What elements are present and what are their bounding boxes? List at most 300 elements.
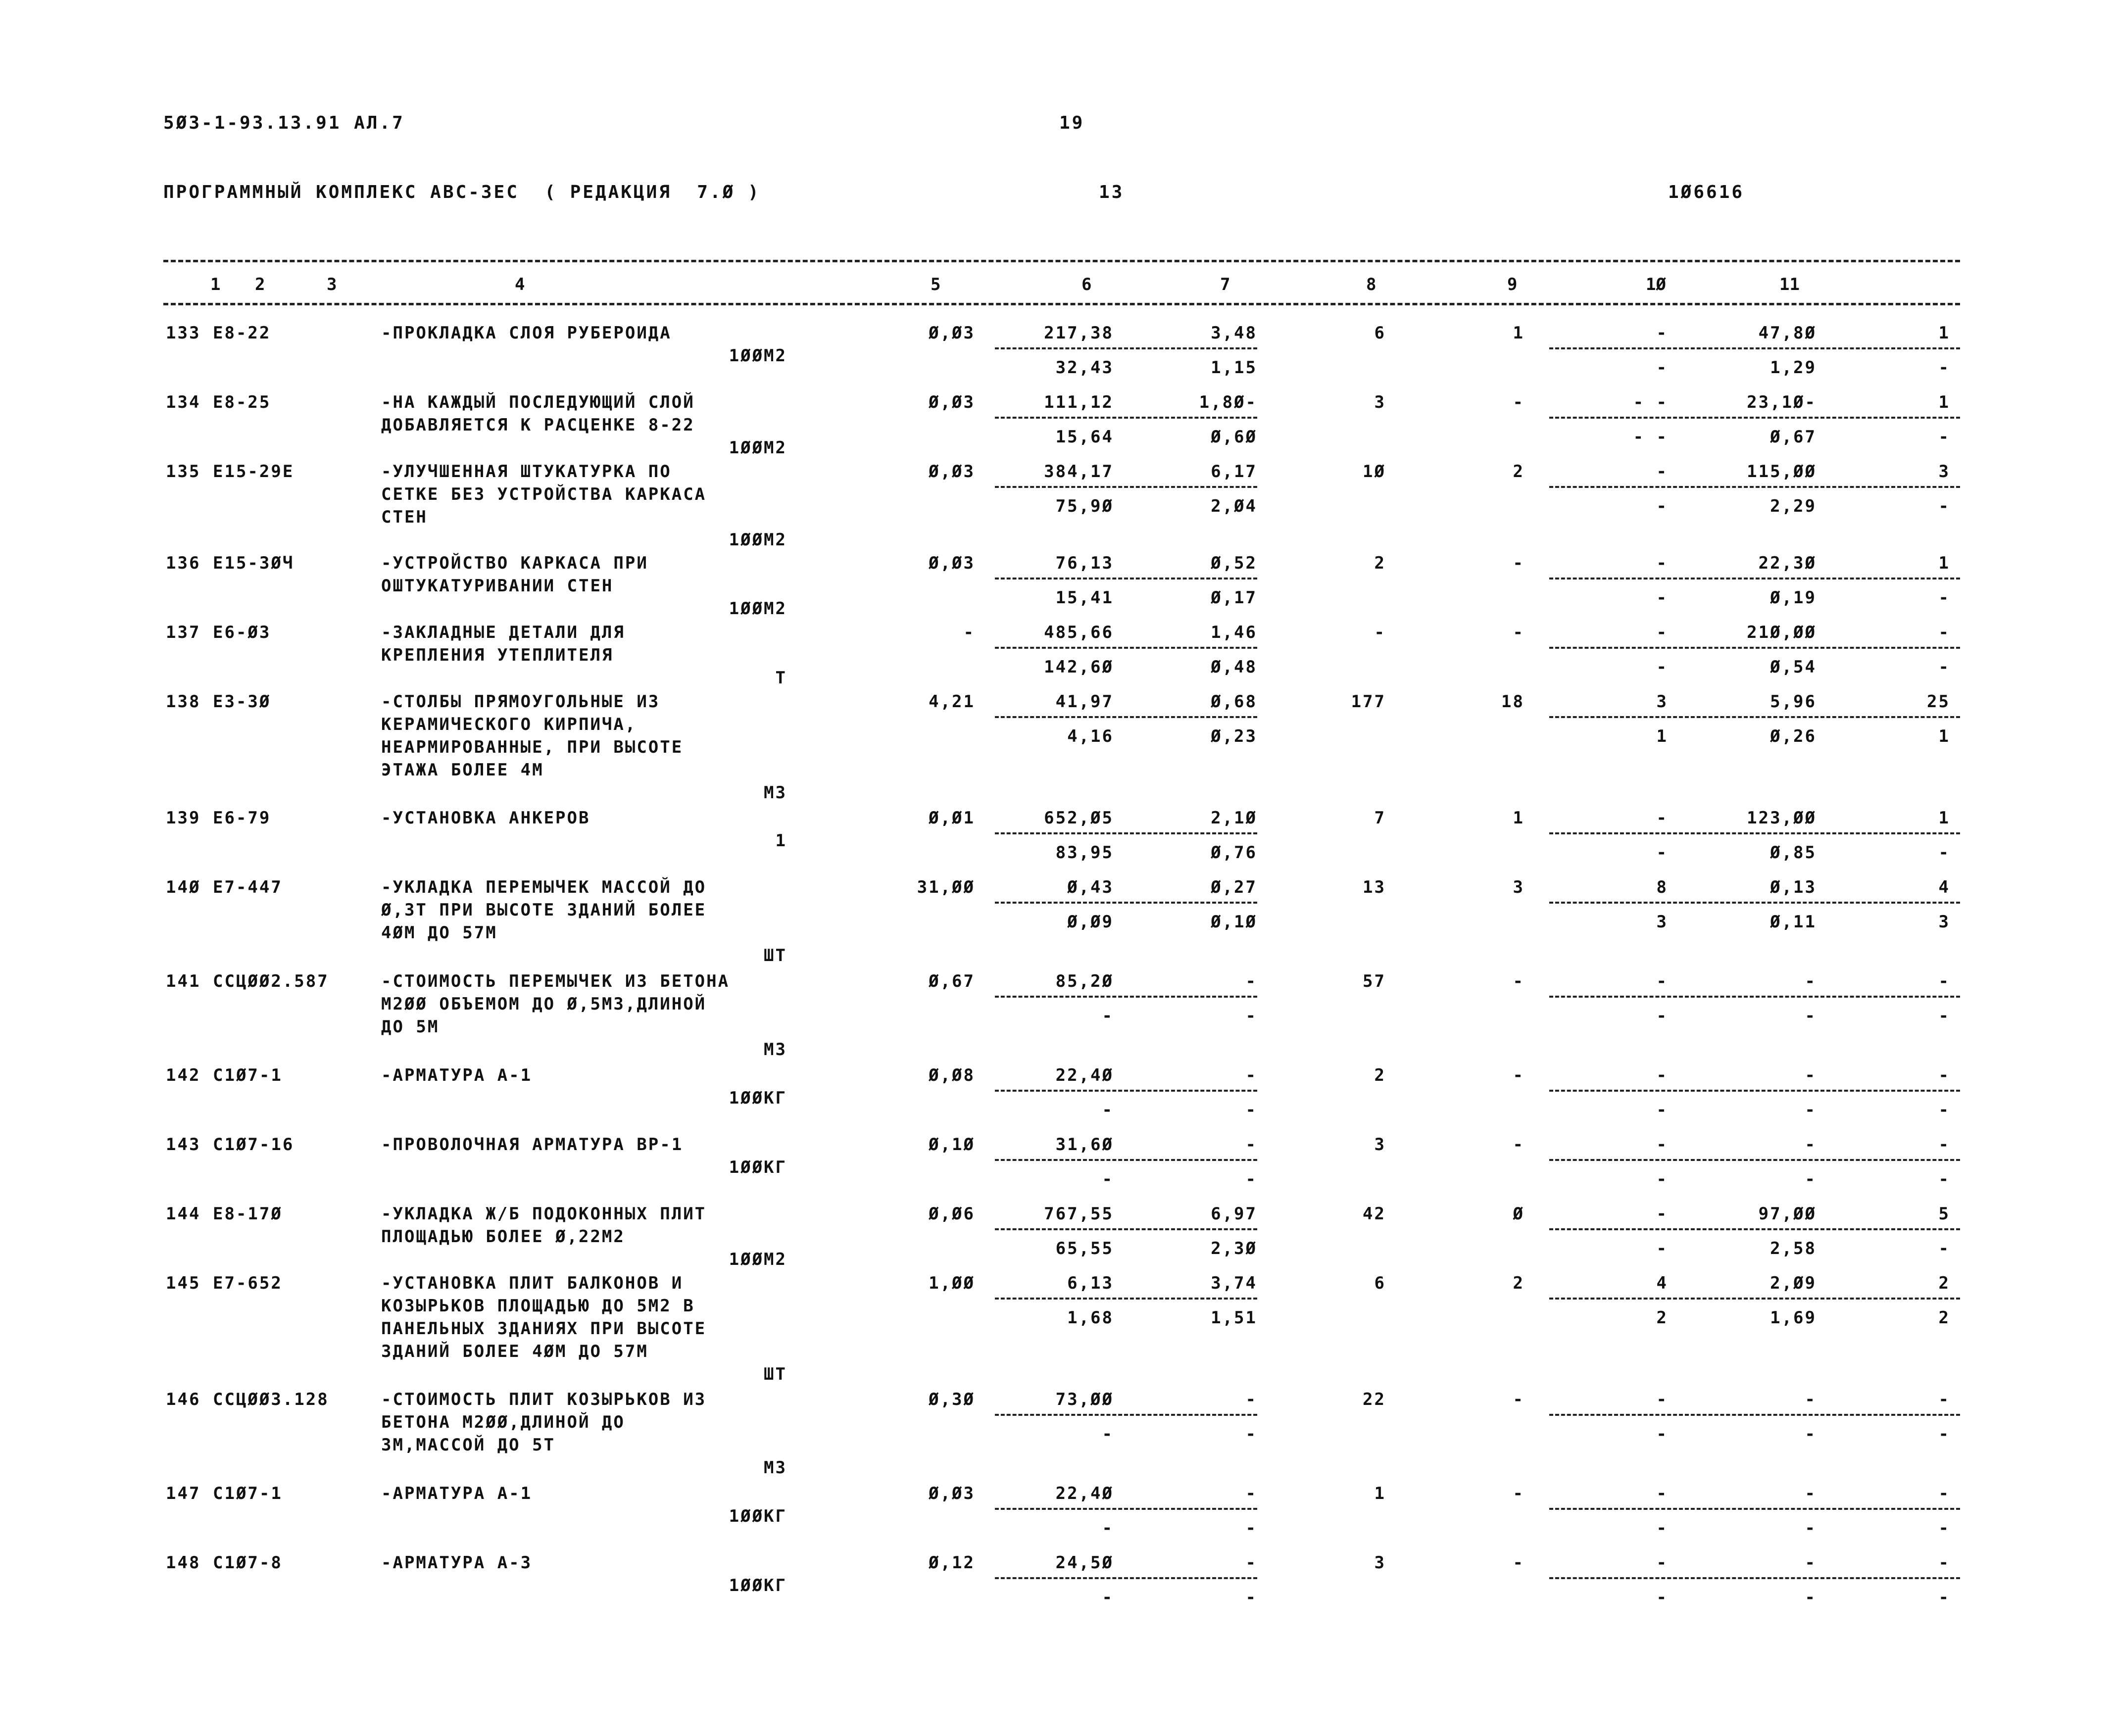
column-header-11: 11 xyxy=(1779,275,1800,294)
row-description-line: НЕАРМИРОВАННЫЕ, ПРИ ВЫСОТЕ xyxy=(381,737,684,757)
row-sub-rule xyxy=(995,1414,1257,1416)
row-description-line: -АРМАТУРА А-3 xyxy=(381,1553,533,1573)
row-col5-main: 41,97 xyxy=(1055,692,1114,712)
row-code: ССЦØØ2.587 xyxy=(213,971,329,991)
row-col9-main: - xyxy=(1656,1065,1668,1085)
row-col11-main: - xyxy=(1938,971,1950,991)
row-col10-sub: 1,69 xyxy=(1770,1308,1817,1328)
column-header-2: 2 xyxy=(255,275,265,294)
row-description-line: ЗДАНИЙ БОЛЕЕ 4ØМ ДО 57М xyxy=(381,1342,648,1361)
row-col6-sub: - xyxy=(1245,1006,1257,1026)
row-sub-rule xyxy=(995,1577,1257,1579)
row-number: 135 xyxy=(166,462,201,482)
row-col6-main: Ø,52 xyxy=(1211,553,1257,573)
row-col8: - xyxy=(1513,971,1524,991)
row-col8: - xyxy=(1513,553,1524,573)
row-quantity: 4,21 xyxy=(929,692,975,712)
row-col11-sub: - xyxy=(1938,1169,1950,1189)
column-header-10: 1Ø xyxy=(1646,275,1666,294)
row-col8: - xyxy=(1513,1065,1524,1085)
row-col8: - xyxy=(1513,1484,1524,1503)
row-col5-main: 111,12 xyxy=(1044,392,1114,412)
row-number: 144 xyxy=(166,1204,201,1224)
row-col11-main: 25 xyxy=(1927,692,1950,712)
row-col10-sub: Ø,19 xyxy=(1770,588,1817,608)
row-col7: 42 xyxy=(1363,1204,1386,1224)
row-description-line: -ЗАКЛАДНЫЕ ДЕТАЛИ ДЛЯ xyxy=(381,623,625,642)
row-sub-rule xyxy=(1549,1508,1960,1510)
row-col10-sub: - xyxy=(1805,1006,1817,1026)
row-col6-main: - xyxy=(1245,1390,1257,1409)
row-unit: 1ØØМ2 xyxy=(729,438,787,458)
row-col5-main: 767,55 xyxy=(1044,1204,1114,1224)
row-col6-main: - xyxy=(1245,1484,1257,1503)
row-description-line: ОШТУКАТУРИВАНИИ СТЕН xyxy=(381,576,614,596)
row-code: Е7-652 xyxy=(213,1273,283,1293)
row-sub-rule xyxy=(1549,647,1960,649)
row-col10-main: - xyxy=(1805,1065,1817,1085)
row-col5-main: 384,17 xyxy=(1044,462,1114,482)
row-sub-rule xyxy=(995,578,1257,579)
row-col10-sub: - xyxy=(1805,1169,1817,1189)
row-unit: 1ØØМ2 xyxy=(729,1250,787,1269)
table-top-rule xyxy=(163,260,1960,262)
row-description-line: -УКЛАДКА ПЕРЕМЫЧЕК МАССОЙ ДО xyxy=(381,877,707,897)
row-quantity: Ø,Ø3 xyxy=(929,323,975,343)
row-col9-main: - xyxy=(1656,1204,1668,1224)
row-col5-sub: - xyxy=(1102,1518,1114,1538)
column-header-8: 8 xyxy=(1366,275,1376,294)
row-sub-rule xyxy=(1549,1298,1960,1300)
row-quantity: Ø,Ø6 xyxy=(929,1204,975,1224)
row-number: 134 xyxy=(166,392,201,412)
row-sub-rule xyxy=(995,832,1257,834)
row-unit: Т xyxy=(775,668,787,688)
row-col8: - xyxy=(1513,1390,1524,1409)
row-code: Е7-447 xyxy=(213,877,283,897)
row-col11-main: 1 xyxy=(1938,808,1950,828)
row-col9-main: - xyxy=(1656,462,1668,482)
row-col9-sub: - xyxy=(1656,1424,1668,1444)
row-col5-sub: Ø,Ø9 xyxy=(1067,912,1114,932)
row-col5-main: 24,5Ø xyxy=(1055,1553,1114,1573)
row-sub-rule xyxy=(1549,1414,1960,1416)
row-col8: 1 xyxy=(1513,808,1524,828)
row-col5-main: 6,13 xyxy=(1067,1273,1114,1293)
row-col6-sub: 2,Ø4 xyxy=(1211,496,1257,516)
row-col7: 177 xyxy=(1351,692,1386,712)
row-description-line: -УКЛАДКА Ж/Б ПОДОКОННЫХ ПЛИТ xyxy=(381,1204,707,1224)
row-col5-sub: 15,41 xyxy=(1055,588,1114,608)
row-sub-rule xyxy=(1549,578,1960,579)
row-col11-sub: 2 xyxy=(1938,1308,1950,1328)
row-col11-sub: - xyxy=(1938,843,1950,863)
row-col10-main: Ø,13 xyxy=(1770,877,1817,897)
row-quantity: Ø,1Ø xyxy=(929,1135,975,1155)
row-code: С1Ø7-8 xyxy=(213,1553,283,1573)
row-col9-main: - xyxy=(1656,1135,1668,1155)
row-sub-rule xyxy=(995,1298,1257,1300)
row-description-line: -НА КАЖДЫЙ ПОСЛЕДУЮЩИЙ СЛОЙ xyxy=(381,392,695,412)
row-col5-main: 73,ØØ xyxy=(1055,1390,1114,1409)
row-col6-sub: Ø,76 xyxy=(1211,843,1257,863)
row-col10-sub: 2,29 xyxy=(1770,496,1817,516)
row-col9-sub: - xyxy=(1656,588,1668,608)
row-col5-sub: 15,64 xyxy=(1055,427,1114,447)
row-col10-main: 22,3Ø xyxy=(1758,553,1817,573)
row-sub-rule xyxy=(995,417,1257,419)
row-sub-rule xyxy=(995,1228,1257,1230)
row-col11-sub: - xyxy=(1938,1006,1950,1026)
row-col11-main: - xyxy=(1938,1390,1950,1409)
row-col6-main: 3,48 xyxy=(1211,323,1257,343)
row-col10-main: - xyxy=(1805,971,1817,991)
row-code: С1Ø7-1 xyxy=(213,1065,283,1085)
row-col7: - xyxy=(1374,623,1386,642)
row-number: 139 xyxy=(166,808,201,828)
row-col5-sub: 65,55 xyxy=(1055,1239,1114,1258)
row-col5-sub: 4,16 xyxy=(1067,726,1114,746)
row-unit: ШТ xyxy=(764,1364,787,1384)
row-col8: Ø xyxy=(1513,1204,1524,1224)
row-col9-sub: - xyxy=(1656,1169,1668,1189)
row-code: Е8-17Ø xyxy=(213,1204,283,1224)
row-col6-sub: - xyxy=(1245,1169,1257,1189)
row-description-line: ЭТАЖА БОЛЕЕ 4М xyxy=(381,760,544,780)
row-description-line: М2ØØ ОБЪЕМОМ ДО Ø,5М3,ДЛИНОЙ xyxy=(381,994,707,1014)
row-sub-rule xyxy=(1549,486,1960,488)
row-col9-sub: - xyxy=(1656,1239,1668,1258)
row-description-line: ДО 5М xyxy=(381,1017,440,1037)
row-col10-main: - xyxy=(1805,1135,1817,1155)
row-col6-main: 1,8Ø- xyxy=(1199,392,1257,412)
row-col10-sub: 1,29 xyxy=(1770,358,1817,378)
row-col9-sub: - xyxy=(1656,843,1668,863)
row-number: 136 xyxy=(166,553,201,573)
row-col11-main: 5 xyxy=(1938,1204,1950,1224)
row-description-line: -ПРОКЛАДКА СЛОЯ РУБЕРОИДА xyxy=(381,323,672,343)
row-description-line: КРЕПЛЕНИЯ УТЕПЛИТЕЛЯ xyxy=(381,645,614,665)
row-col6-main: 3,74 xyxy=(1211,1273,1257,1293)
row-number: 142 xyxy=(166,1065,201,1085)
row-col6-sub: Ø,6Ø xyxy=(1211,427,1257,447)
row-sub-rule xyxy=(1549,347,1960,349)
row-col7: 2 xyxy=(1374,553,1386,573)
row-col6-sub: 2,3Ø xyxy=(1211,1239,1257,1258)
row-col5-sub: 142,6Ø xyxy=(1044,657,1114,677)
row-col6-main: 1,46 xyxy=(1211,623,1257,642)
row-description-line: -СТОИМОСТЬ ПЛИТ КОЗЫРЬКОВ ИЗ xyxy=(381,1390,707,1409)
row-col10-main: 123,ØØ xyxy=(1747,808,1817,828)
row-col10-sub: Ø,67 xyxy=(1770,427,1817,447)
row-unit: 1 xyxy=(775,831,787,851)
row-col11-sub: - xyxy=(1938,588,1950,608)
row-unit: М3 xyxy=(764,1040,787,1060)
row-col7: 3 xyxy=(1374,1135,1386,1155)
row-col5-sub: 1,68 xyxy=(1067,1308,1114,1328)
row-col11-sub: - xyxy=(1938,1424,1950,1444)
row-quantity: Ø,Ø3 xyxy=(929,1484,975,1503)
row-unit: М3 xyxy=(764,783,787,803)
row-description-line: -АРМАТУРА А-1 xyxy=(381,1484,533,1503)
row-code: Е8-22 xyxy=(213,323,271,343)
row-description-line: КЕРАМИЧЕСКОГО КИРПИЧА, xyxy=(381,715,637,734)
row-col9-sub: 1 xyxy=(1656,726,1668,746)
row-description-line: 4ØМ ДО 57М xyxy=(381,923,497,943)
row-col8: 2 xyxy=(1513,462,1524,482)
row-col5-main: 485,66 xyxy=(1044,623,1114,642)
column-header-7: 7 xyxy=(1220,275,1230,294)
row-sub-rule xyxy=(995,347,1257,349)
row-number: 138 xyxy=(166,692,201,712)
row-col10-main: 47,8Ø xyxy=(1758,323,1817,343)
row-quantity: Ø,Ø3 xyxy=(929,553,975,573)
row-sub-rule xyxy=(995,647,1257,649)
row-number: 143 xyxy=(166,1135,201,1155)
row-col11-sub: - xyxy=(1938,1518,1950,1538)
row-col9-sub: - xyxy=(1656,496,1668,516)
row-description-line: -УСТРОЙСТВО КАРКАСА ПРИ xyxy=(381,553,648,573)
row-col5-main: 76,13 xyxy=(1055,553,1114,573)
row-col11-sub: - xyxy=(1938,1588,1950,1607)
row-col11-sub: 3 xyxy=(1938,912,1950,932)
row-col6-main: 6,17 xyxy=(1211,462,1257,482)
row-sub-rule xyxy=(1549,1159,1960,1161)
row-sub-rule xyxy=(995,1508,1257,1510)
row-sub-rule xyxy=(1549,716,1960,718)
row-quantity: - xyxy=(963,623,975,642)
row-col10-sub: - xyxy=(1805,1424,1817,1444)
row-col7: 2 xyxy=(1374,1065,1386,1085)
row-col9-main: - - xyxy=(1633,392,1668,412)
row-col5-sub: - xyxy=(1102,1169,1114,1189)
row-number: 133 xyxy=(166,323,201,343)
column-header-9: 9 xyxy=(1507,275,1518,294)
row-code: С1Ø7-1 xyxy=(213,1484,283,1503)
row-col9-sub: - xyxy=(1656,657,1668,677)
row-col6-sub: - xyxy=(1245,1518,1257,1538)
row-description-line: -СТОЛБЫ ПРЯМОУГОЛЬНЫЕ ИЗ xyxy=(381,692,660,712)
row-col9-main: - xyxy=(1656,323,1668,343)
row-col6-sub: Ø,23 xyxy=(1211,726,1257,746)
row-code: Е15-29Е xyxy=(213,462,295,482)
page-number: 19 xyxy=(1059,113,1085,133)
row-quantity: 1,ØØ xyxy=(929,1273,975,1293)
row-col8: - xyxy=(1513,1135,1524,1155)
row-col11-sub: 1 xyxy=(1938,726,1950,746)
row-col9-main: - xyxy=(1656,1484,1668,1503)
row-col8: 3 xyxy=(1513,877,1524,897)
row-col6-main: 2,1Ø xyxy=(1211,808,1257,828)
row-col9-main: - xyxy=(1656,1553,1668,1573)
column-header-6: 6 xyxy=(1081,275,1092,294)
row-description-line: СТЕН xyxy=(381,507,428,527)
row-col9-sub: 2 xyxy=(1656,1308,1668,1328)
row-code: Е15-3ØЧ xyxy=(213,553,295,573)
doc-code: 5Ø3-1-93.13.91 АЛ.7 xyxy=(163,113,405,133)
row-col11-main: 1 xyxy=(1938,553,1950,573)
row-col7: 3 xyxy=(1374,1553,1386,1573)
row-description-line: 3М,МАССОЙ ДО 5Т xyxy=(381,1435,556,1455)
row-col11-main: 1 xyxy=(1938,392,1950,412)
row-sub-rule xyxy=(995,996,1257,998)
row-col7: 1Ø xyxy=(1363,462,1386,482)
row-col10-main: 5,96 xyxy=(1770,692,1817,712)
row-col6-main: - xyxy=(1245,1553,1257,1573)
row-quantity: 31,ØØ xyxy=(917,877,975,897)
row-col7: 7 xyxy=(1374,808,1386,828)
row-col7: 1 xyxy=(1374,1484,1386,1503)
row-col8: - xyxy=(1513,1553,1524,1573)
row-col11-main: - xyxy=(1938,1135,1950,1155)
column-header-4: 4 xyxy=(515,275,525,294)
row-sub-rule xyxy=(995,902,1257,904)
row-col5-main: 217,38 xyxy=(1044,323,1114,343)
row-col9-sub: - xyxy=(1656,1100,1668,1120)
row-col11-main: - xyxy=(1938,1553,1950,1573)
row-col9-main: - xyxy=(1656,553,1668,573)
row-col11-main: - xyxy=(1938,1484,1950,1503)
row-description-line: -УЛУЧШЕННАЯ ШТУКАТУРКА ПО xyxy=(381,462,672,482)
row-code: Е8-25 xyxy=(213,392,271,412)
row-col9-sub: - - xyxy=(1633,427,1668,447)
row-col5-sub: - xyxy=(1102,1424,1114,1444)
row-number: 14Ø xyxy=(166,877,201,897)
row-description-line: -СТОИМОСТЬ ПЕРЕМЫЧЕК ИЗ БЕТОНА xyxy=(381,971,730,991)
row-col9-main: - xyxy=(1656,623,1668,642)
row-quantity: Ø,12 xyxy=(929,1553,975,1573)
row-description-line: ДОБАВЛЯЕТСЯ К РАСЦЕНКЕ 8-22 xyxy=(381,415,695,435)
row-col11-main: 4 xyxy=(1938,877,1950,897)
row-col10-main: 21Ø,ØØ xyxy=(1747,623,1817,642)
row-col11-main: 3 xyxy=(1938,462,1950,482)
row-col11-sub: - xyxy=(1938,1239,1950,1258)
row-col11-sub: - xyxy=(1938,427,1950,447)
row-col10-sub: - xyxy=(1805,1518,1817,1538)
row-col8: 18 xyxy=(1501,692,1524,712)
row-quantity: Ø,3Ø xyxy=(929,1390,975,1409)
row-col10-main: - xyxy=(1805,1484,1817,1503)
row-col9-sub: - xyxy=(1656,1006,1668,1026)
row-col9-main: 8 xyxy=(1656,877,1668,897)
row-col9-sub: 3 xyxy=(1656,912,1668,932)
row-description-line: -ПРОВОЛОЧНАЯ АРМАТУРА ВР-1 xyxy=(381,1135,684,1155)
row-col10-sub: Ø,85 xyxy=(1770,843,1817,863)
row-col5-main: Ø,43 xyxy=(1067,877,1114,897)
row-unit: 1ØØКГ xyxy=(729,1088,787,1108)
row-col7: 3 xyxy=(1374,392,1386,412)
row-number: 147 xyxy=(166,1484,201,1503)
row-col6-sub: Ø,1Ø xyxy=(1211,912,1257,932)
row-col11-main: 2 xyxy=(1938,1273,1950,1293)
row-col5-sub: - xyxy=(1102,1588,1114,1607)
row-col6-sub: 1,15 xyxy=(1211,358,1257,378)
row-code: ССЦØØ3.128 xyxy=(213,1390,329,1409)
row-quantity: Ø,Ø1 xyxy=(929,808,975,828)
row-sub-rule xyxy=(995,1090,1257,1092)
row-number: 145 xyxy=(166,1273,201,1293)
row-col11-main: - xyxy=(1938,623,1950,642)
row-quantity: Ø,Ø8 xyxy=(929,1065,975,1085)
row-description-line: ПАНЕЛЬНЫХ ЗДАНИЯХ ПРИ ВЫСОТЕ xyxy=(381,1319,707,1339)
row-col6-main: - xyxy=(1245,971,1257,991)
row-code: Е6-Ø3 xyxy=(213,623,271,642)
row-number: 141 xyxy=(166,971,201,991)
row-col10-main: 23,1Ø- xyxy=(1747,392,1817,412)
row-sub-rule xyxy=(1549,832,1960,834)
row-description-line: КОЗЫРЬКОВ ПЛОЩАДЬЮ ДО 5М2 В xyxy=(381,1296,695,1316)
row-col6-sub: Ø,17 xyxy=(1211,588,1257,608)
row-col6-sub: Ø,48 xyxy=(1211,657,1257,677)
row-col5-sub: 32,43 xyxy=(1055,358,1114,378)
row-sub-rule xyxy=(1549,417,1960,419)
row-unit: 1ØØМ2 xyxy=(729,346,787,366)
row-col9-main: - xyxy=(1656,971,1668,991)
row-col8: 1 xyxy=(1513,323,1524,343)
row-col5-main: 652,Ø5 xyxy=(1044,808,1114,828)
row-unit: 1ØØКГ xyxy=(729,1576,787,1595)
row-sub-rule xyxy=(995,486,1257,488)
row-sub-rule xyxy=(995,716,1257,718)
row-description-line: -УСТАНОВКА ПЛИТ БАЛКОНОВ И xyxy=(381,1273,684,1293)
row-number: 137 xyxy=(166,623,201,642)
row-col11-main: 1 xyxy=(1938,323,1950,343)
document-id: 1Ø6616 xyxy=(1668,182,1745,202)
row-col6-sub: - xyxy=(1245,1588,1257,1607)
row-col9-main: - xyxy=(1656,1390,1668,1409)
row-col5-sub: - xyxy=(1102,1006,1114,1026)
row-col6-sub: - xyxy=(1245,1100,1257,1120)
sheet-number: 13 xyxy=(1099,182,1125,202)
row-number: 146 xyxy=(166,1390,201,1409)
row-col6-main: - xyxy=(1245,1065,1257,1085)
row-col10-main: 115,ØØ xyxy=(1747,462,1817,482)
row-col7: 13 xyxy=(1363,877,1386,897)
row-sub-rule xyxy=(1549,1577,1960,1579)
row-col7: 6 xyxy=(1374,1273,1386,1293)
row-quantity: Ø,Ø3 xyxy=(929,462,975,482)
row-code: С1Ø7-16 xyxy=(213,1135,295,1155)
row-col11-sub: - xyxy=(1938,657,1950,677)
row-col7: 22 xyxy=(1363,1390,1386,1409)
row-col10-sub: 2,58 xyxy=(1770,1239,1817,1258)
row-col11-sub: - xyxy=(1938,358,1950,378)
column-header-rule xyxy=(163,303,1960,305)
row-col10-sub: Ø,11 xyxy=(1770,912,1817,932)
row-description-line: Ø,3Т ПРИ ВЫСОТЕ ЗДАНИЙ БОЛЕЕ xyxy=(381,900,707,920)
row-col8: 2 xyxy=(1513,1273,1524,1293)
row-description-line: СЕТКЕ БЕЗ УСТРОЙСТВА КАРКАСА xyxy=(381,484,707,504)
row-unit: 1ØØКГ xyxy=(729,1506,787,1526)
row-col9-sub: - xyxy=(1656,358,1668,378)
row-col6-main: Ø,68 xyxy=(1211,692,1257,712)
column-header-3: 3 xyxy=(327,275,337,294)
row-description-line: БЕТОНА М2ØØ,ДЛИНОЙ ДО xyxy=(381,1412,625,1432)
row-col10-sub: - xyxy=(1805,1588,1817,1607)
row-col9-main: 3 xyxy=(1656,692,1668,712)
row-col11-main: - xyxy=(1938,1065,1950,1085)
row-col10-sub: Ø,54 xyxy=(1770,657,1817,677)
row-col11-sub: - xyxy=(1938,496,1950,516)
row-col6-main: 6,97 xyxy=(1211,1204,1257,1224)
row-number: 148 xyxy=(166,1553,201,1573)
program-line: ПРОГРАММНЫЙ КОМПЛЕКС АВС-3ЕС ( РЕДАКЦИЯ 7.Ø ) xyxy=(163,182,761,202)
row-col6-sub: - xyxy=(1245,1424,1257,1444)
row-col11-sub: - xyxy=(1938,1100,1950,1120)
row-col10-sub: Ø,26 xyxy=(1770,726,1817,746)
row-col7: 57 xyxy=(1363,971,1386,991)
row-code: Е6-79 xyxy=(213,808,271,828)
